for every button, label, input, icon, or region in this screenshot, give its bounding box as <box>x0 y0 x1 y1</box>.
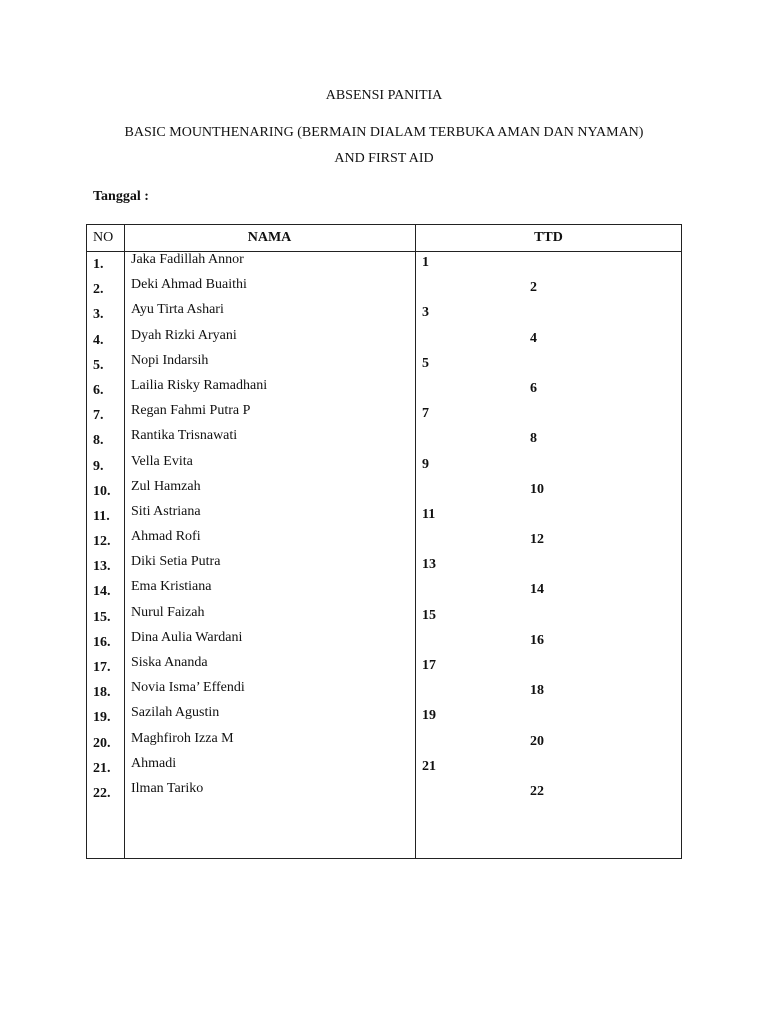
row-name: Rantika Trisnawati <box>131 428 238 444</box>
row-number: 12. <box>93 534 111 550</box>
row-number: 16. <box>93 634 111 650</box>
row-number: 19. <box>93 710 111 726</box>
row-number: 6. <box>93 382 104 398</box>
row-signature-number[interactable]: 11 <box>422 506 436 522</box>
row-signature-number[interactable]: 14 <box>530 582 544 598</box>
row-number: 4. <box>93 332 104 348</box>
row-signature-number[interactable]: 22 <box>530 783 544 799</box>
table-row <box>87 251 681 276</box>
row-signature-number[interactable]: 2 <box>530 280 537 296</box>
row-name: Ayu Tirta Ashari <box>131 302 224 318</box>
row-signature-number[interactable]: 18 <box>530 683 544 699</box>
row-number: 10. <box>93 483 111 499</box>
row-number: 5. <box>93 357 104 373</box>
table-row <box>87 679 681 704</box>
row-signature-number[interactable]: 1 <box>422 255 429 270</box>
row-number: 1. <box>93 257 104 272</box>
row-signature-number[interactable]: 15 <box>422 607 436 623</box>
row-signature-number[interactable]: 16 <box>530 632 544 648</box>
row-name: Regan Fahmi Putra P <box>131 403 251 419</box>
table-row <box>87 704 681 729</box>
table-row <box>87 629 681 654</box>
table-row <box>87 730 681 755</box>
row-number: 11. <box>93 508 110 524</box>
row-name: Maghfiroh Izza M <box>131 730 234 746</box>
row-number: 20. <box>93 735 111 751</box>
row-number: 17. <box>93 660 111 675</box>
row-name: Sazilah Agustin <box>131 705 220 721</box>
row-signature-number[interactable]: 10 <box>530 481 544 497</box>
table-row <box>87 528 681 553</box>
table-row <box>87 352 681 377</box>
attendance-table <box>86 224 682 859</box>
row-signature-number[interactable]: 12 <box>530 532 544 548</box>
row-name: Dina Aulia Wardani <box>131 629 243 645</box>
row-signature-number[interactable]: 3 <box>422 305 429 321</box>
table-row <box>87 453 681 478</box>
row-signature-number[interactable]: 20 <box>530 733 544 749</box>
row-number: 8. <box>93 433 104 449</box>
row-name: Ilman Tariko <box>131 780 204 796</box>
row-name: Diki Setia Putra <box>131 554 221 570</box>
table-row <box>87 503 681 528</box>
row-name: Jaka Fadillah Annor <box>131 252 244 267</box>
row-signature-number[interactable]: 6 <box>530 380 537 396</box>
row-name: Siti Astriana <box>131 503 201 519</box>
header-ttd: TTD <box>534 230 563 245</box>
header-no: NO <box>93 230 114 245</box>
row-signature-number[interactable]: 17 <box>422 658 436 673</box>
table-row <box>87 377 681 402</box>
row-number: 7. <box>93 408 104 424</box>
table-row <box>87 553 681 578</box>
row-name: Ema Kristiana <box>131 579 212 595</box>
row-number: 9. <box>93 458 104 474</box>
date-label: Tanggal : <box>93 189 149 204</box>
row-signature-number[interactable]: 5 <box>422 355 429 371</box>
row-name: Novia Isma’ Effendi <box>131 680 245 696</box>
document-title: ABSENSI PANITIA <box>325 88 443 103</box>
table-row <box>87 578 681 603</box>
row-signature-number[interactable]: 7 <box>422 406 429 422</box>
row-signature-number[interactable]: 19 <box>422 708 436 724</box>
table-row <box>87 327 681 352</box>
row-name: Lailia Risky Ramadhani <box>131 377 268 393</box>
table-row <box>87 478 681 503</box>
table-row <box>87 427 681 452</box>
document-subtitle-line2: AND FIRST AID <box>334 151 434 166</box>
row-name: Dyah Rizki Aryani <box>131 327 237 343</box>
row-number: 15. <box>93 609 111 625</box>
table-row <box>87 604 681 629</box>
row-name: Siska Ananda <box>131 655 208 670</box>
row-name: Vella Evita <box>131 453 193 469</box>
header-nama: NAMA <box>247 230 292 245</box>
row-number: 18. <box>93 685 111 701</box>
table-row <box>87 402 681 427</box>
table-row <box>87 654 681 679</box>
row-signature-number[interactable]: 8 <box>530 431 537 447</box>
row-number: 13. <box>93 559 111 575</box>
row-signature-number[interactable]: 21 <box>422 758 436 774</box>
row-number: 3. <box>93 307 104 323</box>
row-name: Nurul Faizah <box>131 604 205 620</box>
row-name: Ahmad Rofi <box>131 529 201 545</box>
row-number: 14. <box>93 584 111 600</box>
row-signature-number[interactable]: 9 <box>422 456 429 472</box>
table-body <box>87 251 681 805</box>
table-row <box>87 301 681 326</box>
row-number: 21. <box>93 760 111 776</box>
table-row <box>87 780 681 805</box>
row-number: 2. <box>93 282 104 298</box>
row-name: Deki Ahmad Buaithi <box>131 277 247 293</box>
row-name: Nopi Indarsih <box>131 352 209 368</box>
table-row <box>87 755 681 780</box>
document-subtitle-line1: BASIC MOUNTHENARING (BERMAIN DIALAM TERBUKA AMAN DAN NYAMAN) <box>124 125 644 140</box>
row-signature-number[interactable]: 4 <box>530 330 537 346</box>
table-row <box>87 276 681 301</box>
row-signature-number[interactable]: 13 <box>422 557 436 573</box>
row-name: Ahmadi <box>131 755 177 771</box>
row-name: Zul Hamzah <box>131 478 201 494</box>
row-number: 22. <box>93 785 111 801</box>
